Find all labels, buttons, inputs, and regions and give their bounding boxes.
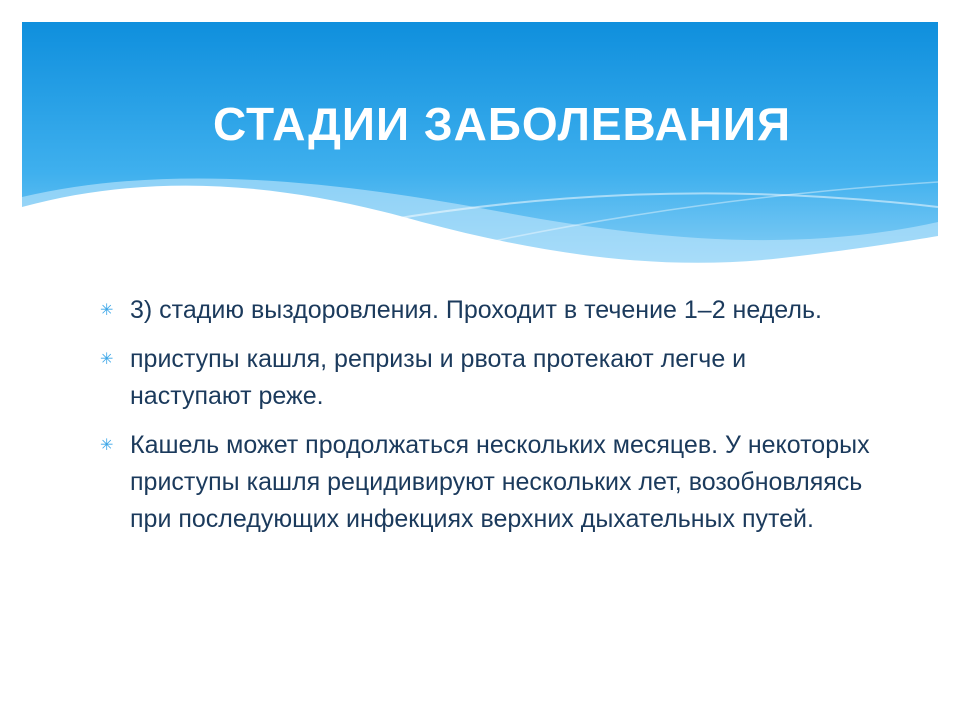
bullet-text: приступы кашля, репризы и рвота протекают легче и наступают реже. [130, 345, 747, 410]
slide-title: СТАДИИ ЗАБОЛЕВАНИЯ [212, 98, 792, 150]
header-banner [22, 22, 938, 274]
bullet-item [100, 427, 870, 538]
bullet-item [100, 292, 870, 329]
bullet-text: 3) стадию выздоровления. Проходит в течение 1–2 недель. [130, 296, 822, 324]
asterisk-icon: ✳ [100, 351, 114, 368]
asterisk-icon: ✳ [100, 437, 114, 454]
asterisk-icon: ✳ [100, 302, 114, 319]
bullet-item [100, 341, 870, 415]
bullet-list [100, 292, 870, 550]
bullet-text: Кашель может продолжаться нескольких месяцев. У некоторых приступы кашля рецидивируют нескольких лет, возобновляясь при последующих инфекциях верхних дыхательных путей. [130, 431, 870, 533]
